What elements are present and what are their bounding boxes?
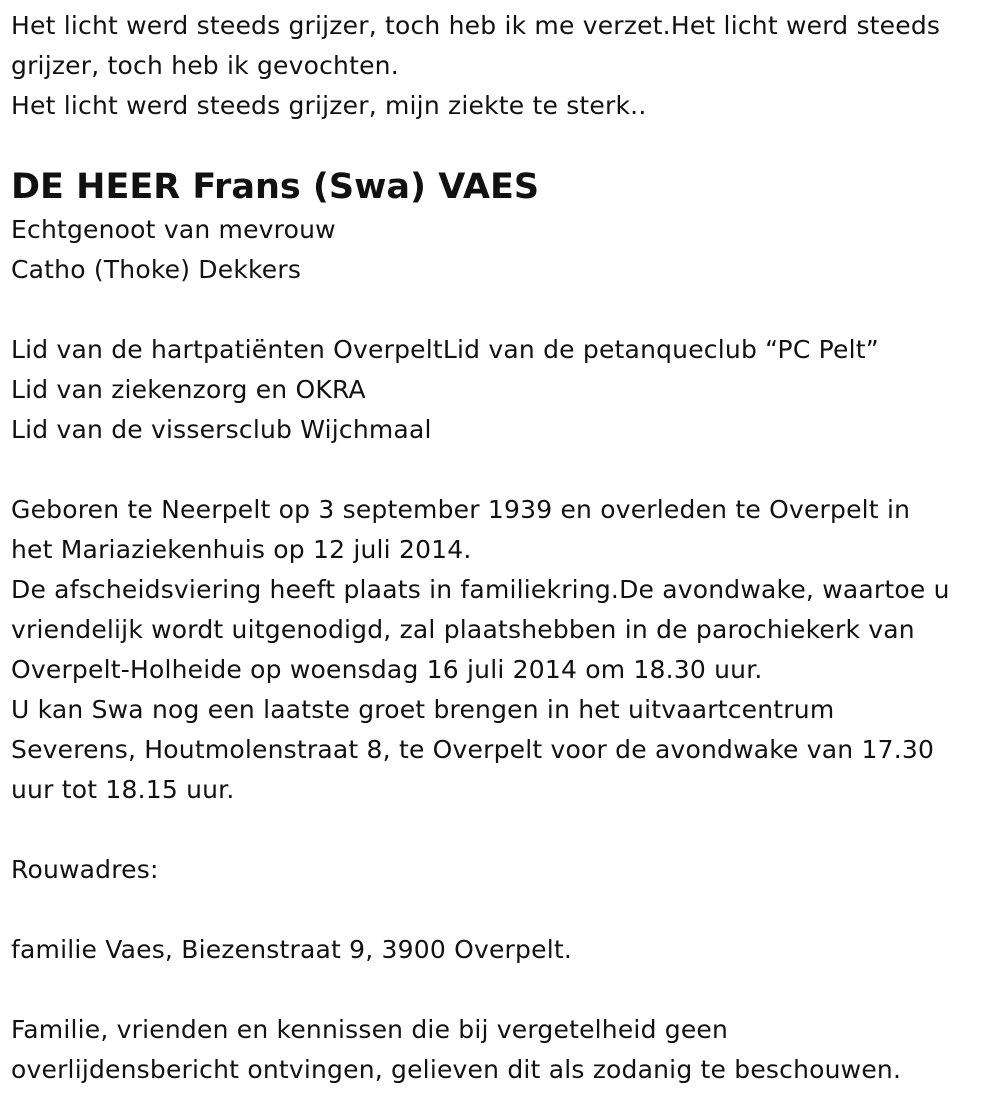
closing-line: overlijdensbericht ontvingen, gelieven dit als zodanig te beschouwen. [11,1055,902,1084]
announcement-section [11,490,996,810]
spacer [11,450,996,490]
announcement-line: Severens, Houtmolenstraat 8, te Overpelt voor de avondwake van 17.30 [11,735,935,764]
obituary-document [11,6,996,1090]
announcement-line: uur tot 18.15 uur. [11,775,235,804]
spouse-name: Catho (Thoke) Dekkers [11,255,302,284]
spouse-section [11,210,996,290]
closing-section [11,1010,996,1090]
membership-line: Lid van ziekenzorg en OKRA [11,375,366,404]
spacer [11,290,996,330]
membership-line: Lid van de vissersclub Wijchmaal [11,415,432,444]
announcement-line: U kan Swa nog een laatste groet brengen in het uitvaartcentrum [11,695,835,724]
poem-line: grijzer, toch heb ik gevochten. [11,51,399,80]
spacer [11,970,996,1010]
announcement-line: vriendelijk wordt uitgenodigd, zal plaatshebben in de parochiekerk van [11,615,915,644]
spacer [11,810,996,850]
announcement-line: Overpelt-Holheide op woensdag 16 juli 2014 om 18.30 uur. [11,655,763,684]
poem-line: Het licht werd steeds grijzer, toch heb ik me verzet.Het licht werd steeds [11,11,941,40]
poem-section [11,6,996,126]
announcement-line: Geboren te Neerpelt op 3 september 1939 en overleden te Overpelt in [11,495,911,524]
mourning-address: familie Vaes, Biezenstraat 9, 3900 Overpelt. [11,935,572,964]
poem-line: Het licht werd steeds grijzer, mijn ziekte te sterk.. [11,91,647,120]
memberships-section [11,330,996,450]
deceased-name-heading: DE HEER Frans (Swa) VAES [11,167,540,207]
spacer [11,890,996,930]
announcement-line: De afscheidsviering heeft plaats in familiekring.De avondwake, waartoe u [11,575,950,604]
closing-line: Familie, vrienden en kennissen die bij vergetelheid geen [11,1015,729,1044]
announcement-line: het Mariaziekenhuis op 12 juli 2014. [11,535,472,564]
membership-line: Lid van de hartpatiënten OverpeltLid van de petanqueclub “PC Pelt” [11,335,879,364]
mourning-address-label: Rouwadres: [11,855,159,884]
spouse-line: Echtgenoot van mevrouw [11,215,336,244]
